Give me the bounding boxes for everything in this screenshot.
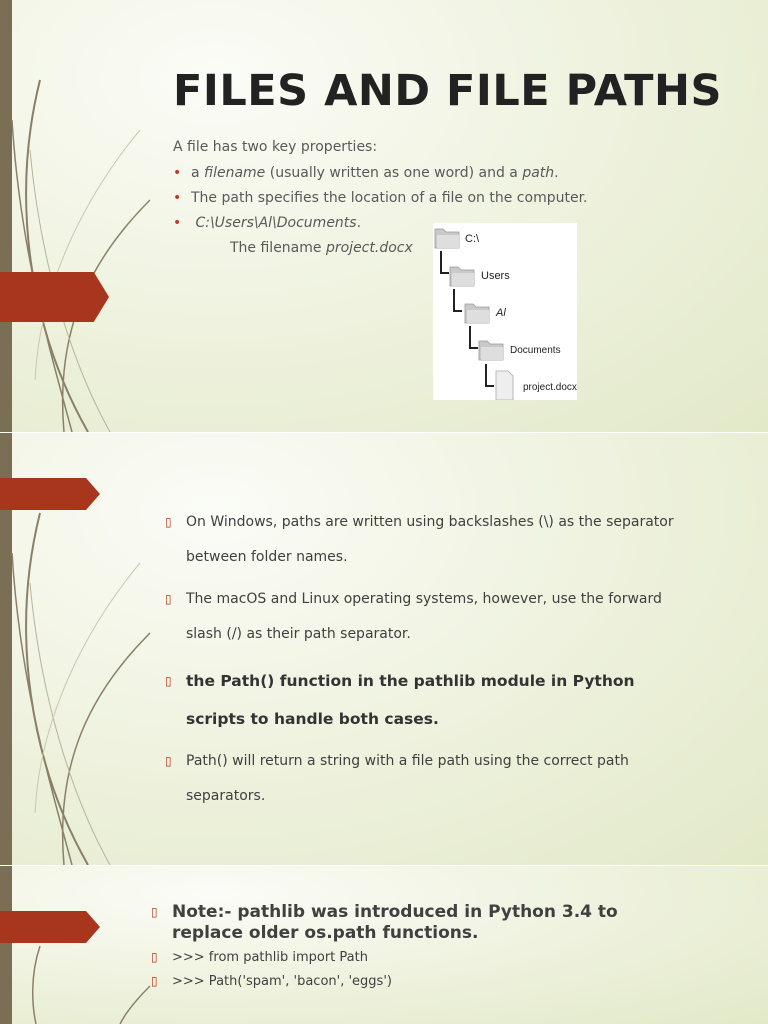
tree-label-users: Users <box>481 270 510 282</box>
slide-title: FILES AND FILE PATHS <box>173 66 722 116</box>
folder-icon <box>479 341 503 360</box>
tree-label-documents: Documents <box>510 345 561 356</box>
folder-icon <box>450 267 474 286</box>
bullet-dot-icon: • <box>173 165 182 181</box>
tree-label-project-docx: project.docx <box>523 382 577 393</box>
tree-label-al: Al <box>496 307 506 319</box>
file-icon <box>496 371 513 400</box>
folder-icon <box>465 304 489 323</box>
bullet-dot-icon: • <box>173 190 182 206</box>
code-line-import: ▯ >>> from pathlib import Path <box>151 950 368 965</box>
bullet-path-return: ▯ Path() will return a string with a file path using the correct path separators. <box>186 744 706 814</box>
bullet-marker-icon: ▯ <box>165 754 172 768</box>
bullet-marker-icon: ▯ <box>165 592 172 606</box>
bullet-marker-icon: ▯ <box>151 974 158 988</box>
bullet-macos-linux-paths: ▯ The macOS and Linux operating systems, however, use the forward slash (/) as their path separator. <box>186 582 706 652</box>
bullet-path-location: • The path specifies the location of a file on the computer. <box>173 190 588 206</box>
decorative-swirl <box>0 866 160 1024</box>
decorative-swirl <box>0 0 160 432</box>
bullet-dot-icon: • <box>173 215 182 231</box>
red-arrow-marker <box>0 911 100 943</box>
code-line-path-call: ▯ >>> Path('spam', 'bacon', 'eggs') <box>151 974 392 989</box>
folder-tree-diagram <box>433 223 577 400</box>
bullet-windows-paths: ▯ On Windows, paths are written using backslashes (\) as the separator between folder names. <box>186 505 706 575</box>
bullet-marker-icon: ▯ <box>151 905 158 919</box>
folder-tree-svg <box>433 223 577 400</box>
intro-text: A file has two key properties: <box>173 139 378 155</box>
bullet-marker-icon: ▯ <box>165 515 172 529</box>
note-pathlib: ▯ Note:- pathlib was introduced in Python 3.4 to replace older os.path functions. <box>151 902 618 943</box>
red-arrow-marker <box>0 272 109 322</box>
bullet-filename: • a filename (usually written as one word) and a path. <box>173 165 559 181</box>
bullet-marker-icon: ▯ <box>165 674 172 688</box>
slide-3 <box>0 866 768 1024</box>
bullet-example-path: • C:\Users\Al\Documents. <box>173 215 362 231</box>
bullet-marker-icon: ▯ <box>151 950 158 964</box>
red-arrow-marker <box>0 478 100 510</box>
filename-line: The filename project.docx <box>230 240 413 256</box>
bullet-path-function: ▯ the Path() function in the pathlib module in Python scripts to handle both cases. <box>186 662 706 738</box>
folder-icon <box>435 229 459 248</box>
tree-label-c: C:\ <box>465 233 480 245</box>
slide-2 <box>0 433 768 865</box>
slide-1 <box>0 0 768 432</box>
